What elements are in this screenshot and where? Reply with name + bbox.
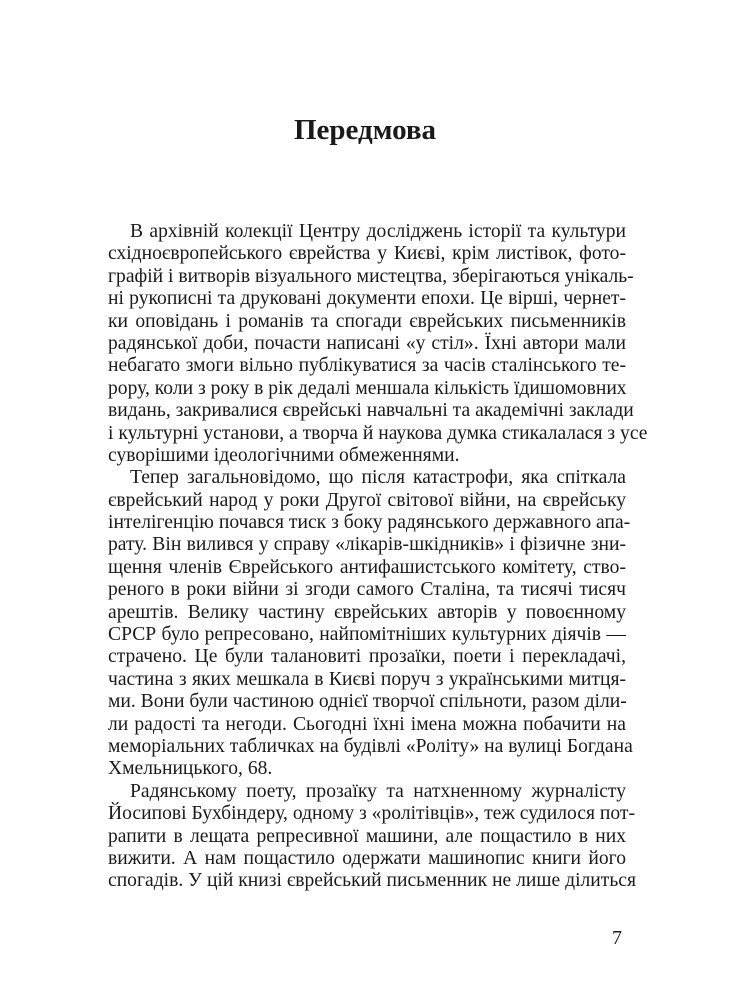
text-line: рату. Він вилився у справу «лікарів-шкідників» і фізичне зни- (108, 534, 626, 556)
paragraph (108, 221, 648, 467)
text-line: ли радості та негоди. Сьогодні їхні імена можна побачити на (108, 713, 626, 735)
body-text (108, 221, 648, 893)
text-line: вижити. А нам пощастило одержати машинопис книги його (108, 847, 626, 869)
text-line: Радянському поету, прозаїку та натхненному журналісту (130, 780, 626, 802)
text-line: Тепер загальновідомо, що після катастрофи, яка спіткала (130, 467, 626, 489)
text-line: і культурні установи, а творча й наукова думка стикалалася з усе (108, 422, 648, 444)
text-line: графій і витворів візуального мистецтва, зберігаються унікаль- (108, 265, 634, 287)
text-line: СРСР було репресовано, найпомітніших культурних діячів — (108, 624, 626, 646)
text-line: небагато змоги вільно публікуватися за часів сталінського те- (108, 355, 626, 377)
text-line: страчено. Це були талановиті прозаїки, поети і перекладачі, (108, 646, 626, 668)
text-line: ми. Вони були частиною однієї творчої спільноти, разом діли- (108, 691, 627, 713)
text-line: Йосипові Бухбіндеру, одному з «ролітівців», теж судилося пот- (108, 803, 636, 825)
text-line: щення членів Єврейського антифашистського комітету, ство- (108, 556, 626, 578)
text-line: рапити в лещата репресивної машини, але пощастило в них (108, 825, 626, 847)
text-line: ки оповідань і романів та спогади єврейських письменників (108, 310, 626, 332)
text-line: єврейський народ у роки Другої світової війни, на єврейську (108, 489, 626, 511)
text-line: спогадів. У цій книзі єврейський письменник не лише ділиться (108, 870, 636, 892)
text-line: рору, коли з року в рік дедалі меншала кількість їдишомовних (108, 377, 627, 399)
text-line: видань, закривалися єврейські навчальні та академічні заклади (108, 400, 634, 422)
text-line: суворішими ідеологічними обмеженнями. (108, 444, 460, 466)
page-number: 7 (612, 927, 622, 949)
paragraph (108, 780, 636, 893)
text-line: інтелігенцію почався тиск з боку радянського державного апа- (108, 512, 631, 534)
paragraph (108, 467, 633, 780)
text-line: частина з яких мешкала в Києві поруч з українськими митця- (108, 668, 626, 690)
text-line: східноєвропейського єврейства у Києві, крім листівок, фото- (108, 243, 626, 265)
text-line: ні рукописні та друковані документи епохи. Це вірші, чернет- (108, 288, 626, 310)
text-line: арештів. Велику частину єврейських авторів у повоєнному (108, 601, 626, 623)
text-line: реного в роки війни зі згоди самого Сталіна, та тисячі тисяч (108, 579, 626, 601)
text-line: В архівній колекції Центру досліджень історії та культури (130, 221, 626, 242)
text-line: Хмельницького, 68. (108, 758, 273, 780)
text-line: радянської доби, почасти написані «у стіл». Їхні автори мали (108, 332, 626, 354)
page-title: Передмова (293, 114, 437, 146)
text-line: меморіальних табличках на будівлі «Роліту» на вулиці Богдана (108, 735, 633, 757)
